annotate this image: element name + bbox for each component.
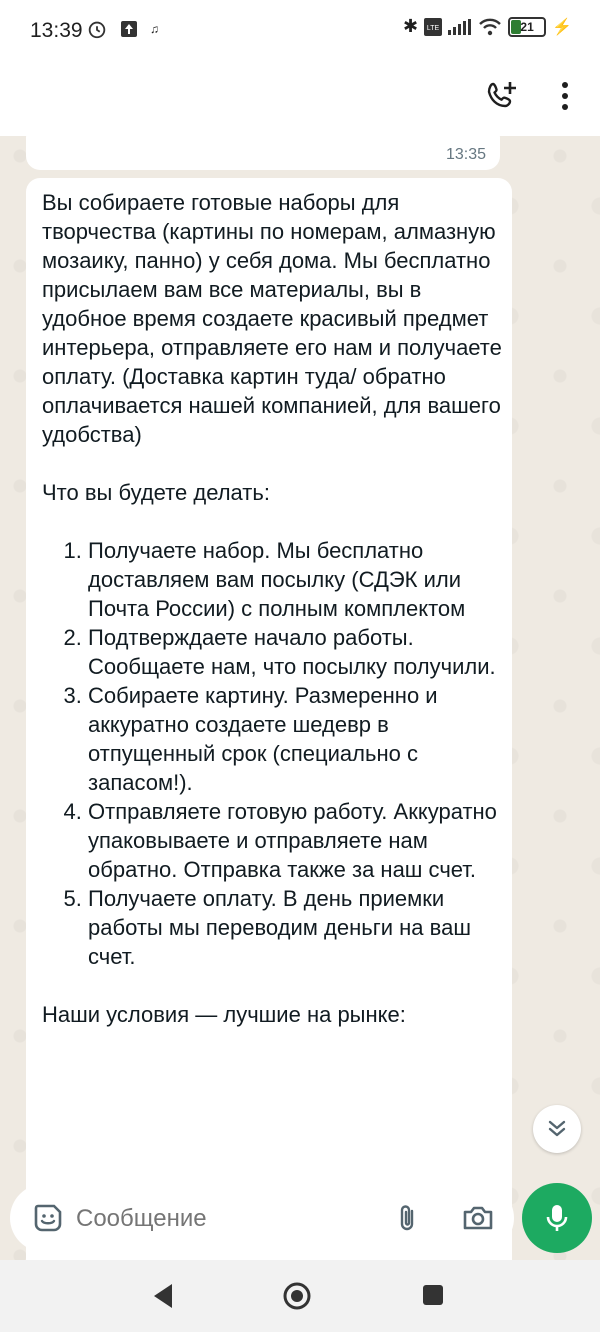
bluetooth-icon: ✱ — [402, 16, 419, 36]
wifi-icon — [478, 18, 502, 36]
system-navigation-bar — [0, 1260, 600, 1332]
steps-list — [42, 536, 502, 971]
message-section-title: Что вы будете делать: — [42, 480, 270, 505]
double-chevron-down-icon — [545, 1117, 569, 1141]
more-vertical-icon[interactable] — [550, 78, 580, 114]
home-icon[interactable] — [282, 1281, 312, 1311]
chat-header — [0, 64, 600, 136]
status-time: 13:39 — [30, 19, 83, 42]
status-bar — [0, 0, 600, 64]
list-item: 3. Собираете картину. Размеренно и аккуратно создаете шедевр в отпущенный срок (специально с запасом!). — [88, 681, 502, 797]
message-bubble-previous[interactable] — [26, 136, 500, 170]
battery-indicator — [508, 17, 546, 37]
list-item: 5. Получаете оплату. В день приемки работы мы переводим деньги на ваш счет. — [88, 884, 502, 971]
attach-icon[interactable] — [392, 1202, 422, 1234]
message-text — [42, 188, 502, 1029]
message-time: 13:35 — [445, 146, 486, 163]
list-item: 2. Подтверждаете начало работы. Сообщаете нам, что посылку получили. — [88, 623, 502, 681]
camera-icon[interactable] — [461, 1202, 495, 1234]
voice-record-button[interactable] — [522, 1183, 592, 1253]
music-note-icon: ♫ — [150, 22, 159, 36]
back-icon[interactable] — [150, 1282, 176, 1310]
microphone-icon — [544, 1203, 570, 1233]
recent-apps-icon[interactable] — [423, 1285, 443, 1305]
emoji-sticker-icon[interactable] — [32, 1202, 64, 1234]
scroll-to-bottom-button[interactable] — [533, 1105, 581, 1153]
message-bubble[interactable] — [26, 178, 512, 1260]
battery-level: 21 — [520, 19, 534, 34]
charging-icon: ⚡ — [552, 18, 572, 36]
message-composer — [10, 1184, 514, 1252]
list-item: 4. Отправляете готовую работу. Аккуратно упаковываете и отправляете нам обратно. Отправка также за наш счет. — [88, 797, 502, 884]
status-right-icons — [403, 16, 572, 37]
add-call-icon[interactable] — [484, 78, 520, 114]
status-left-icons — [86, 18, 159, 40]
message-input[interactable] — [74, 1200, 378, 1238]
signal-icon — [448, 19, 472, 35]
svg-text:LTE: LTE — [426, 24, 440, 32]
volte-icon — [424, 18, 442, 36]
alarm-icon — [86, 18, 108, 40]
message-intro: Вы собираете готовые наборы для творчества (картины по номерам, алмазную мозаику, панно) у себя дома. Мы бесплатно присылаем вам все материалы, вы в удобное время создаете красивый предмет интерьера, отправляете его нам и получаете оплату. (Доставка картин туда/ обратно оплачивается нашей компанией, для вашего удобства) — [42, 190, 502, 447]
message-conditions-title: Наши условия — лучшие на рынке: — [42, 1002, 406, 1027]
chat-area[interactable] — [0, 136, 600, 1260]
upload-icon — [120, 20, 138, 38]
list-item: 1. Получаете набор. Мы бесплатно доставляем вам посылку (СДЭК или Почта России) с полным комплектом — [88, 536, 502, 623]
